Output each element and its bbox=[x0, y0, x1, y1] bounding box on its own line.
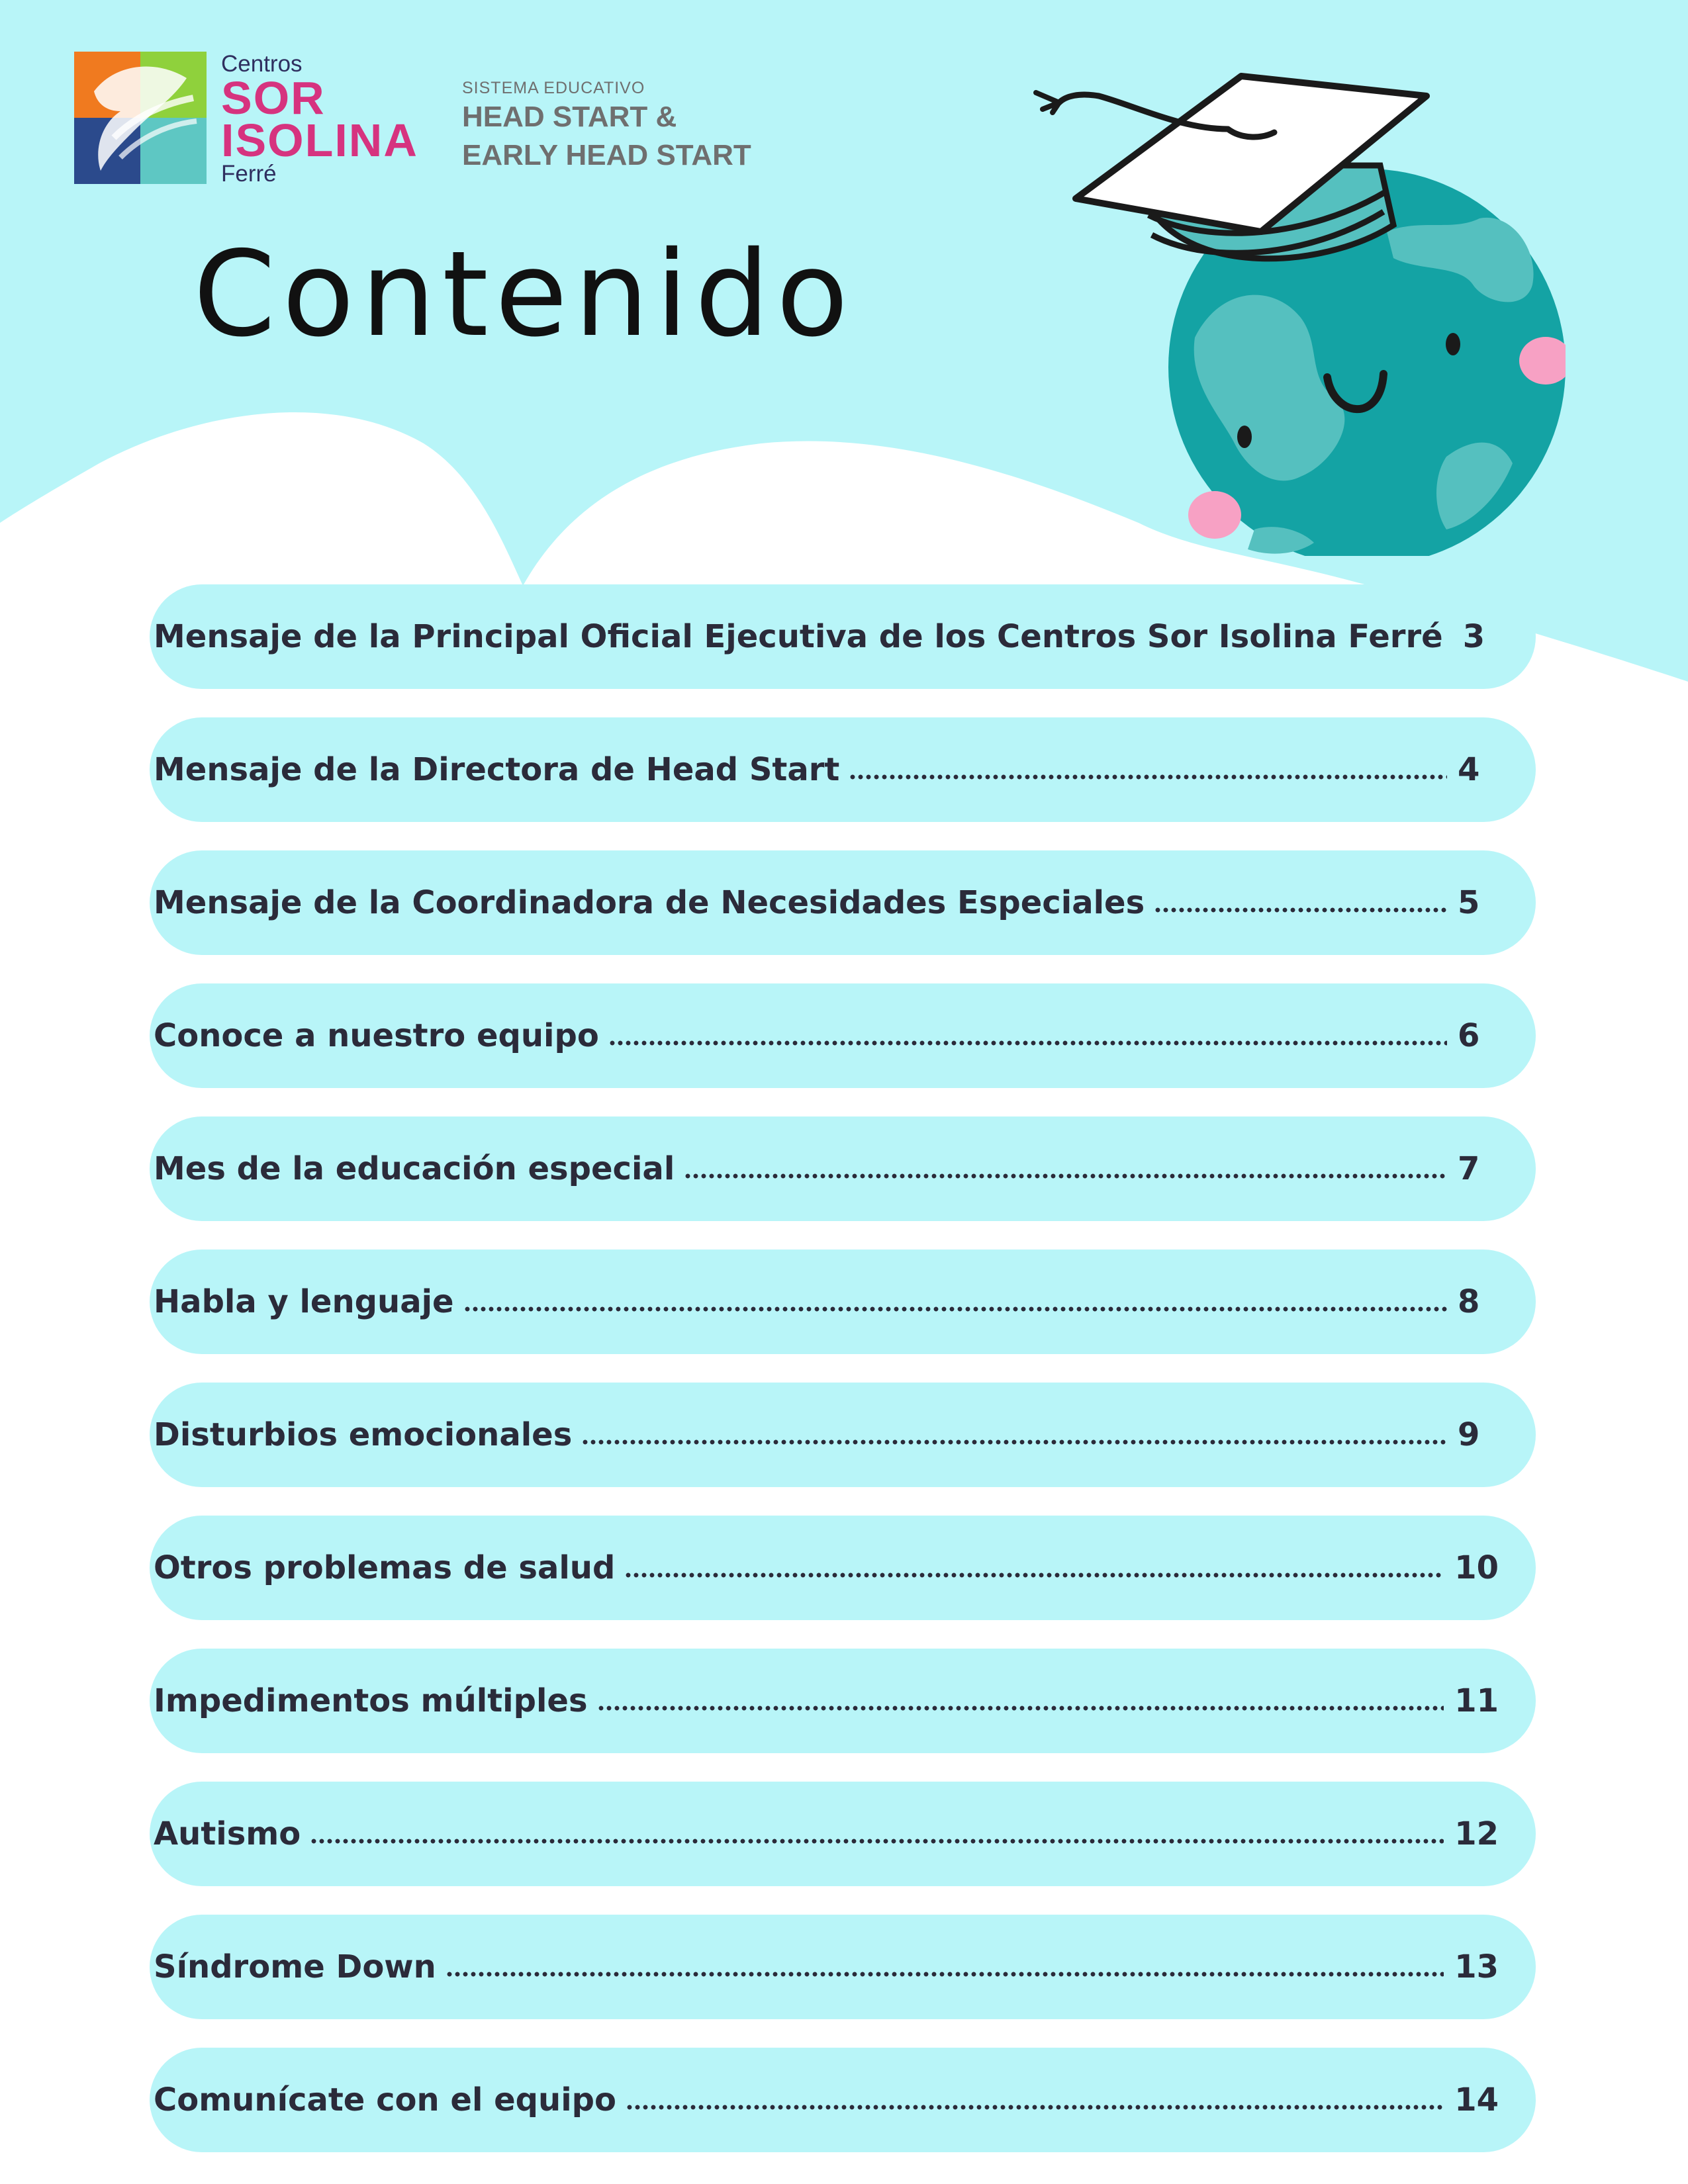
centros-sor-isolina-logo bbox=[74, 52, 418, 191]
program-line-3: EARLY HEAD START bbox=[462, 139, 751, 171]
toc-item-page: 3 bbox=[1462, 618, 1485, 655]
toc-item-label: Disturbios emocionales bbox=[154, 1416, 573, 1453]
toc-item-page: 7 bbox=[1458, 1150, 1480, 1187]
toc-item[interactable] bbox=[150, 1649, 1536, 1753]
toc-item[interactable] bbox=[150, 1782, 1536, 1886]
toc-item-label: Habla y lenguaje bbox=[154, 1283, 454, 1320]
toc-leader-dots bbox=[849, 772, 1447, 782]
toc-item-label: Otros problemas de salud bbox=[154, 1549, 616, 1586]
toc-item-page: 13 bbox=[1454, 1948, 1499, 1985]
toc-item-page: 5 bbox=[1458, 884, 1480, 921]
toc-item[interactable] bbox=[150, 1250, 1536, 1354]
toc-item[interactable] bbox=[150, 1383, 1536, 1487]
toc-leader-dots bbox=[1154, 905, 1447, 915]
toc-item-page: 14 bbox=[1454, 2081, 1499, 2118]
toc-leader-dots bbox=[684, 1171, 1447, 1181]
program-line-2: HEAD START & bbox=[462, 101, 677, 133]
toc-item-label: Autismo bbox=[154, 1815, 301, 1852]
toc-leader-dots bbox=[581, 1437, 1447, 1447]
toc-item[interactable] bbox=[150, 1915, 1536, 2019]
toc-item[interactable] bbox=[150, 717, 1536, 822]
toc-item-label: Síndrome Down bbox=[154, 1948, 436, 1985]
toc-item-page: 6 bbox=[1458, 1017, 1480, 1054]
toc-item[interactable] bbox=[150, 850, 1536, 955]
toc-leader-dots bbox=[445, 1970, 1444, 1979]
program-line-1: SISTEMA EDUCATIVO bbox=[462, 79, 645, 97]
toc-item-page: 10 bbox=[1454, 1549, 1499, 1586]
toc-item-label: Conoce a nuestro equipo bbox=[154, 1017, 599, 1054]
toc-item-page: 4 bbox=[1458, 751, 1480, 788]
toc-item-label: Comunícate con el equipo bbox=[154, 2081, 616, 2118]
toc-item-label: Mensaje de la Directora de Head Start bbox=[154, 751, 840, 788]
toc-item-label: Impedimentos múltiples bbox=[154, 1682, 588, 1719]
toc-leader-dots bbox=[624, 1570, 1444, 1580]
toc-leader-dots bbox=[310, 1837, 1444, 1846]
logo-hands-icon bbox=[74, 52, 207, 184]
table-of-contents bbox=[150, 584, 1536, 2181]
program-name bbox=[462, 78, 751, 175]
toc-item[interactable] bbox=[150, 2048, 1536, 2152]
logo-text-isolina: ISOLINA bbox=[221, 114, 418, 166]
toc-item-page: 9 bbox=[1458, 1416, 1480, 1453]
toc-item[interactable] bbox=[150, 1516, 1536, 1620]
toc-item[interactable] bbox=[150, 1116, 1536, 1221]
toc-item[interactable] bbox=[150, 983, 1536, 1088]
toc-leader-dots bbox=[626, 2103, 1444, 2112]
logo-text-sor: SOR bbox=[221, 72, 326, 124]
toc-item-page: 11 bbox=[1454, 1682, 1499, 1719]
toc-item-page: 8 bbox=[1458, 1283, 1480, 1320]
toc-item-label: Mensaje de la Coordinadora de Necesidades Especiales bbox=[154, 884, 1145, 921]
toc-leader-dots bbox=[463, 1304, 1447, 1314]
globe-with-graduation-cap-icon bbox=[1023, 66, 1566, 556]
toc-leader-dots bbox=[608, 1038, 1447, 1048]
toc-leader-dots bbox=[597, 1704, 1444, 1713]
page-title: Contenido bbox=[193, 226, 855, 363]
toc-item[interactable] bbox=[150, 584, 1536, 689]
toc-item-page: 12 bbox=[1454, 1815, 1499, 1852]
logo-text-centros: Centros bbox=[221, 51, 303, 77]
toc-item-label: Mes de la educación especial bbox=[154, 1150, 675, 1187]
toc-item-label: Mensaje de la Principal Oficial Ejecutiva de los Centros Sor Isolina Ferré bbox=[154, 618, 1443, 655]
logo-text-ferre: Ferré bbox=[221, 161, 277, 187]
